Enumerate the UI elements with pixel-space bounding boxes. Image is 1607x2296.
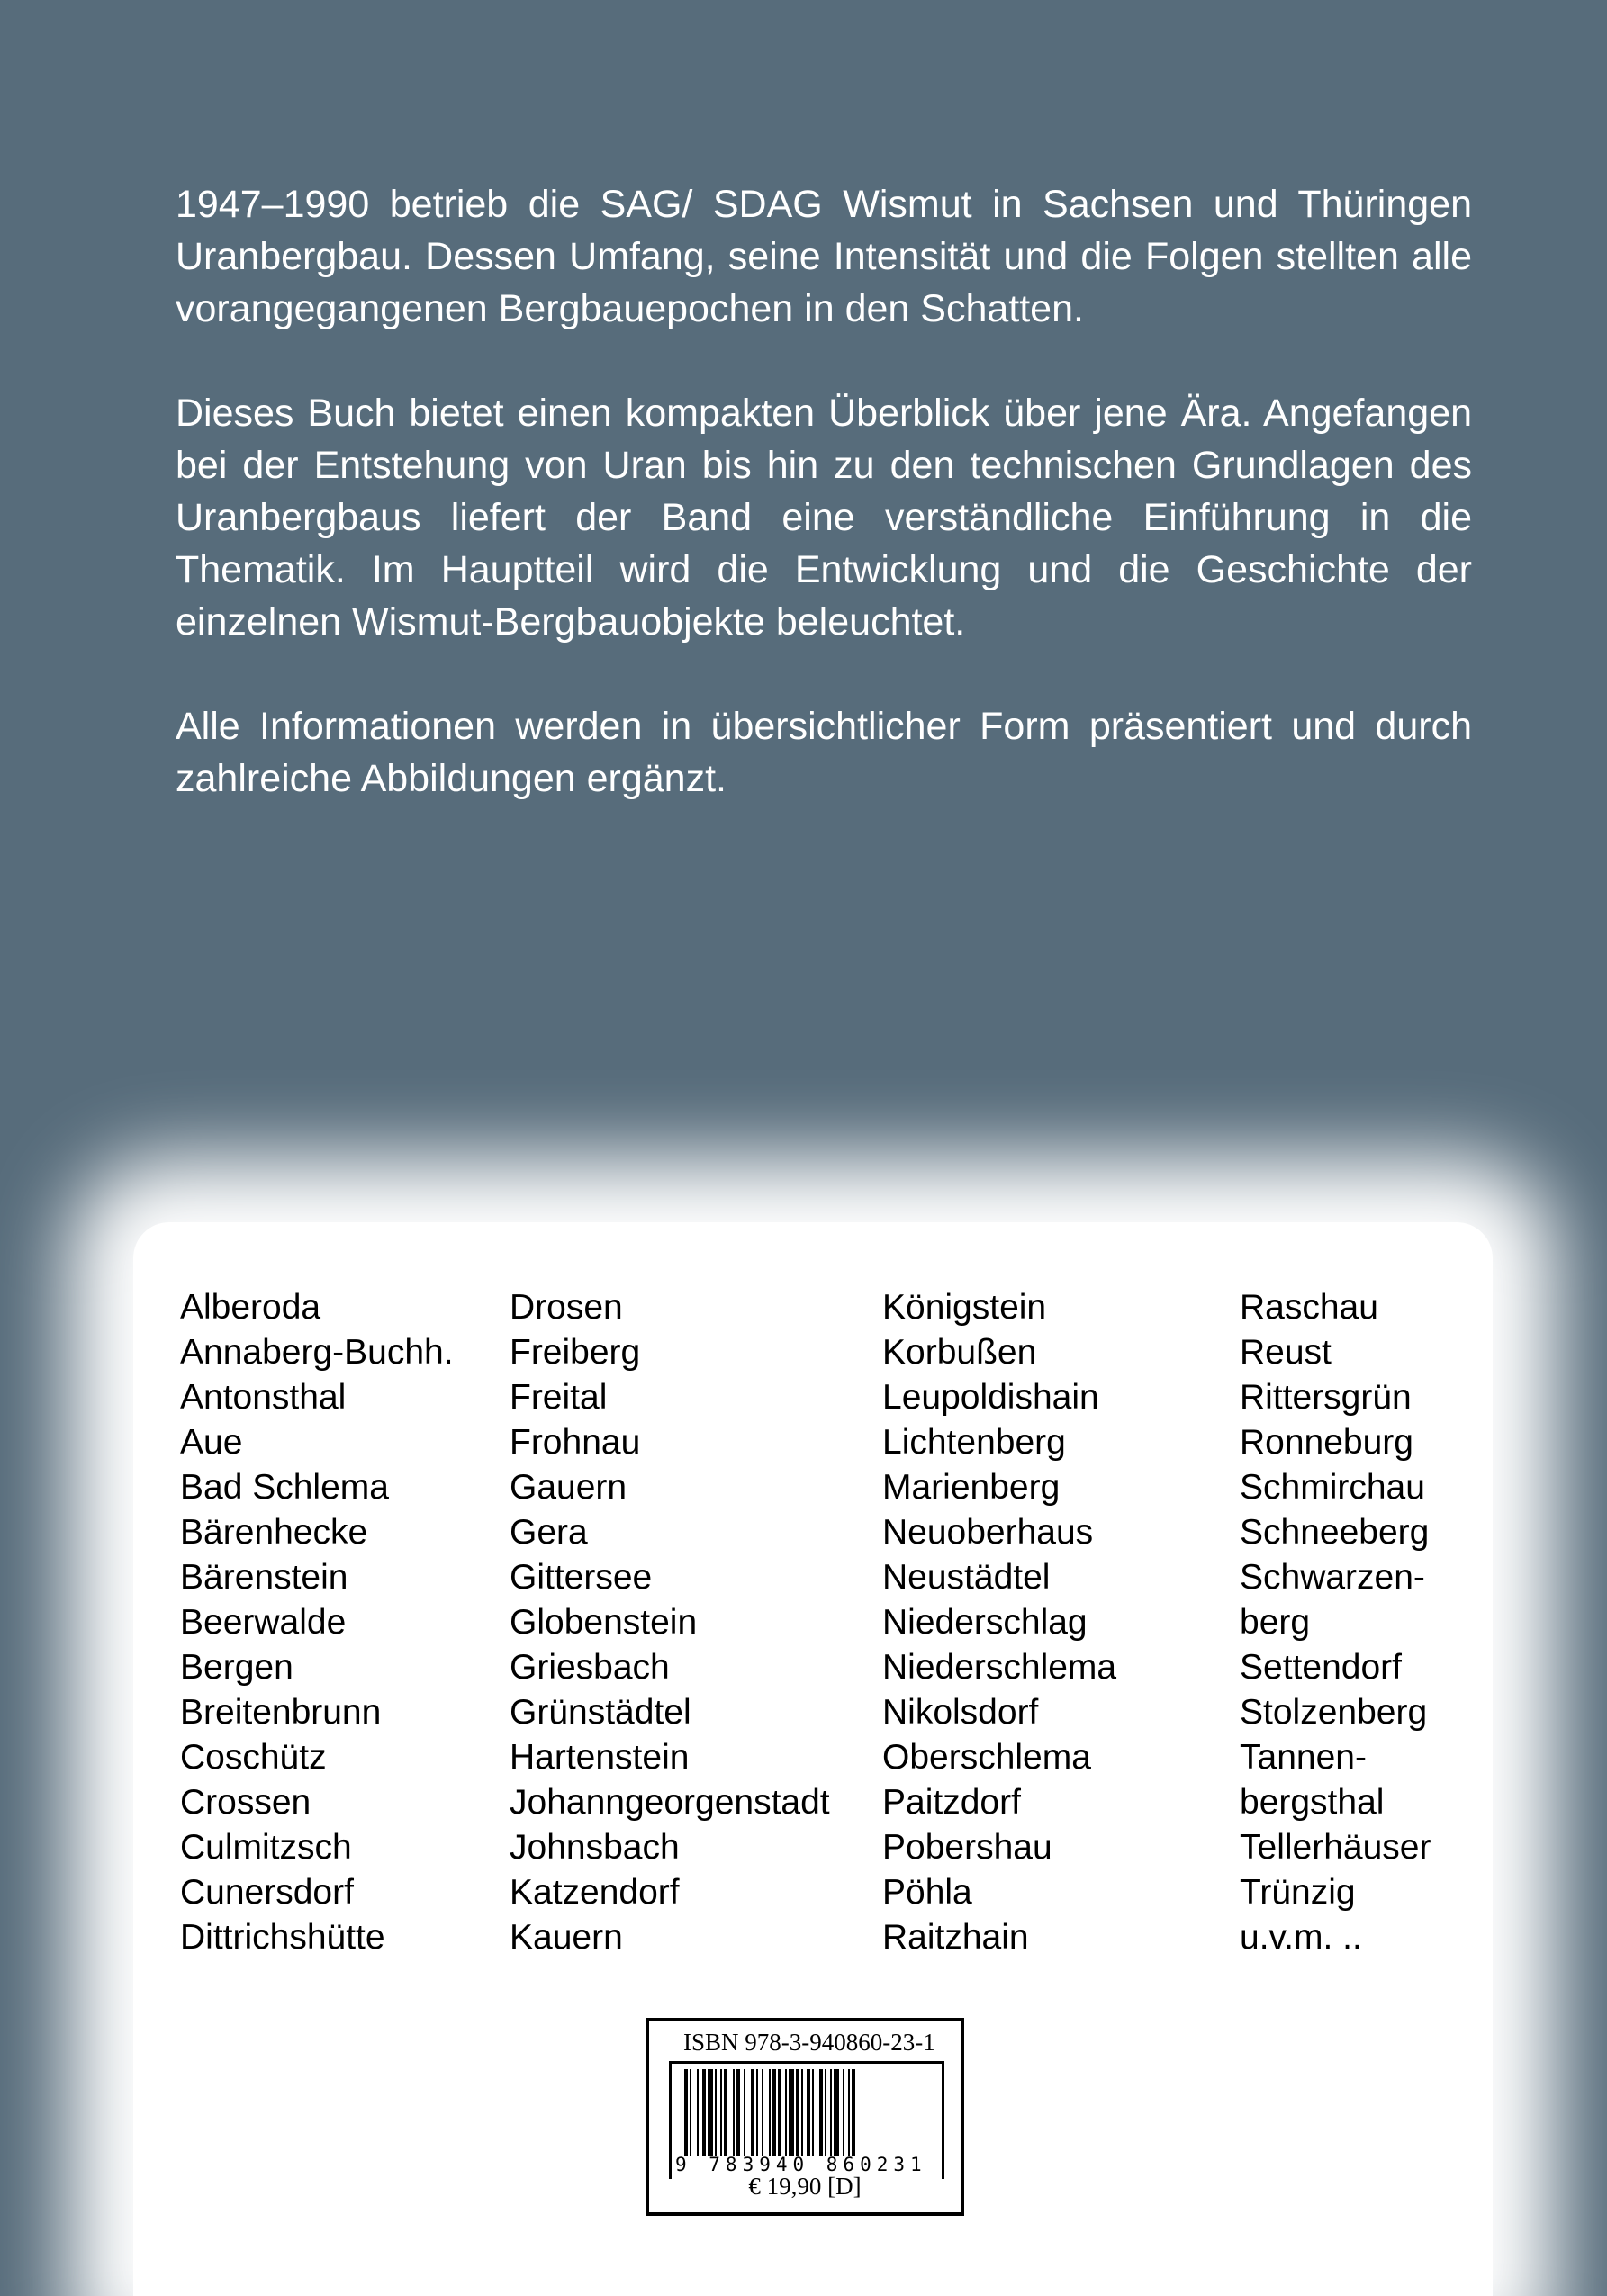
place-item: Niederschlema: [882, 1648, 1117, 1687]
place-item: Tellerhäuser: [1240, 1828, 1431, 1867]
place-item: Frohnau: [510, 1423, 641, 1462]
barcode-bar: [834, 2069, 839, 2156]
barcode-bar: [690, 2069, 691, 2156]
barcode-bar: [830, 2069, 832, 2156]
place-item: Reust: [1240, 1333, 1332, 1372]
place-item: Bärenhecke: [180, 1513, 368, 1552]
barcode-bar: [812, 2069, 814, 2156]
place-item: Marienberg: [882, 1468, 1061, 1507]
barcode-box: [646, 2018, 964, 2216]
place-item: Antonsthal: [180, 1378, 347, 1417]
barcode-bar: [825, 2069, 826, 2156]
barcode-bar: [762, 2069, 763, 2156]
barcode-frame: [669, 2061, 944, 2179]
barcode-bar: [715, 2069, 717, 2156]
place-item: Alberoda: [180, 1288, 321, 1327]
place-item: Oberschlema: [882, 1738, 1091, 1777]
barcode-bar: [801, 2069, 803, 2156]
place-item: Königstein: [882, 1288, 1047, 1327]
place-item: Drosen: [510, 1288, 623, 1327]
place-item: Beerwalde: [180, 1603, 347, 1642]
place-item: Freiberg: [510, 1333, 641, 1372]
place-item: Bergen: [180, 1648, 293, 1687]
place-item: Rittersgrün: [1240, 1378, 1412, 1417]
place-item: Kauern: [510, 1918, 623, 1957]
blurb-paragraph-2: Dieses Buch bietet einen kompakten Überblick über jene Ära. Angefangen bei der Entstehung von Uran bis hin zu den technischen Grundlagen des Uranbergbaus liefert der Band eine verständliche Einführung in die Thematik. Im Hauptteil wird die Entwicklung und die Geschichte der einzelnen Wismut-Bergbauobjekte beleuchtet.: [176, 392, 1472, 644]
place-item: Niederschlag: [882, 1603, 1088, 1642]
barcode-bar: [684, 2069, 688, 2156]
place-item: Paitzdorf: [882, 1783, 1021, 1822]
barcode-bar: [697, 2069, 699, 2156]
barcode-bar: [724, 2069, 727, 2156]
place-item: Aue: [180, 1423, 243, 1462]
barcode-bar: [785, 2069, 787, 2156]
barcode-bar: [733, 2069, 735, 2156]
barcode-bar: [843, 2069, 844, 2156]
barcode-bar: [819, 2069, 823, 2156]
place-item: Griesbach: [510, 1648, 670, 1687]
barcode-bar: [751, 2069, 754, 2156]
place-item: Johnsbach: [510, 1828, 680, 1867]
place-item: Lichtenberg: [882, 1423, 1066, 1462]
barcode-bar: [778, 2069, 781, 2156]
price-text: € 19,90 [D]: [748, 2173, 862, 2200]
place-item: Schwarzen-: [1240, 1558, 1425, 1597]
place-item: Culmitzsch: [180, 1828, 352, 1867]
place-item: Pöhla: [882, 1873, 972, 1912]
places-column-4: [1240, 1285, 1431, 1960]
blurb: [176, 178, 1472, 857]
place-item: Annaberg-Buchh.: [180, 1333, 454, 1372]
place-item: Settendorf: [1240, 1648, 1402, 1687]
place-item: Leupoldishain: [882, 1378, 1099, 1417]
place-item: Globenstein: [510, 1603, 698, 1642]
place-item: Crossen: [180, 1783, 311, 1822]
places-column-1: [180, 1285, 454, 1960]
barcode-digits: 9 783940 860231: [675, 2154, 927, 2175]
place-item: Grünstädtel: [510, 1693, 691, 1732]
place-item: Cunersdorf: [180, 1873, 354, 1912]
place-item: Bärenstein: [180, 1558, 348, 1597]
place-item: Neustädtel: [882, 1558, 1051, 1597]
place-item: Trünzig: [1240, 1873, 1356, 1912]
barcode-bars: [681, 2069, 933, 2159]
place-item: Nikolsdorf: [882, 1693, 1039, 1732]
barcode-bar: [736, 2069, 740, 2156]
barcode-bar: [769, 2069, 771, 2156]
place-item: Dittrichshütte: [180, 1918, 385, 1957]
barcode-bar: [796, 2069, 799, 2156]
place-item: u.v.m. ..: [1240, 1918, 1362, 1957]
blurb-paragraph-1: 1947–1990 betrieb die SAG/ SDAG Wismut in Sachsen und Thüringen Uranbergbau. Dessen Umfang, seine Intensität und die Folgen stellten alle vorangegangenen Bergbauepochen in den Schatten.: [176, 183, 1472, 330]
barcode-bar: [756, 2069, 758, 2156]
barcode-bar: [720, 2069, 722, 2156]
place-item: Korbußen: [882, 1333, 1037, 1372]
place-item: Ronneburg: [1240, 1423, 1413, 1462]
place-item: Hartenstein: [510, 1738, 690, 1777]
barcode-bar: [702, 2069, 706, 2156]
place-item: Neuoberhaus: [882, 1513, 1094, 1552]
barcode-bar: [708, 2069, 713, 2156]
blurb-paragraph-3: Alle Informationen werden in übersichtlicher Form präsentiert und durch zahlreiche Abbildungen ergänzt.: [176, 705, 1472, 800]
barcode-bar: [772, 2069, 776, 2156]
place-item: Coschütz: [180, 1738, 327, 1777]
place-item: Stolzenberg: [1240, 1693, 1428, 1732]
place-item: Gauern: [510, 1468, 627, 1507]
place-item: Breitenbrunn: [180, 1693, 382, 1732]
place-item: Schneeberg: [1240, 1513, 1430, 1552]
place-item: bergsthal: [1240, 1783, 1385, 1822]
barcode-bar: [744, 2069, 745, 2156]
place-item: Pobershau: [882, 1828, 1052, 1867]
place-item: Raitzhain: [882, 1918, 1029, 1957]
place-item: Freital: [510, 1378, 608, 1417]
place-item: Bad Schlema: [180, 1468, 389, 1507]
barcode-bar: [848, 2069, 850, 2156]
barcode-bar: [852, 2069, 855, 2156]
place-item: Johanngeorgenstadt: [510, 1783, 830, 1822]
place-item: Katzendorf: [510, 1873, 680, 1912]
place-item: Tannen-: [1240, 1738, 1367, 1777]
place-item: Gittersee: [510, 1558, 653, 1597]
barcode-bar: [807, 2069, 810, 2156]
place-item: Schmirchau: [1240, 1468, 1425, 1507]
place-item: Raschau: [1240, 1288, 1378, 1327]
places-column-2: [510, 1285, 830, 1960]
place-item: Gera: [510, 1513, 588, 1552]
barcode-bar: [789, 2069, 794, 2156]
place-item: berg: [1240, 1603, 1311, 1642]
places-list: [180, 1285, 1476, 1969]
isbn-text: ISBN 978-3-940860-23-1: [683, 2029, 935, 2056]
places-column-3: [882, 1285, 1116, 1960]
